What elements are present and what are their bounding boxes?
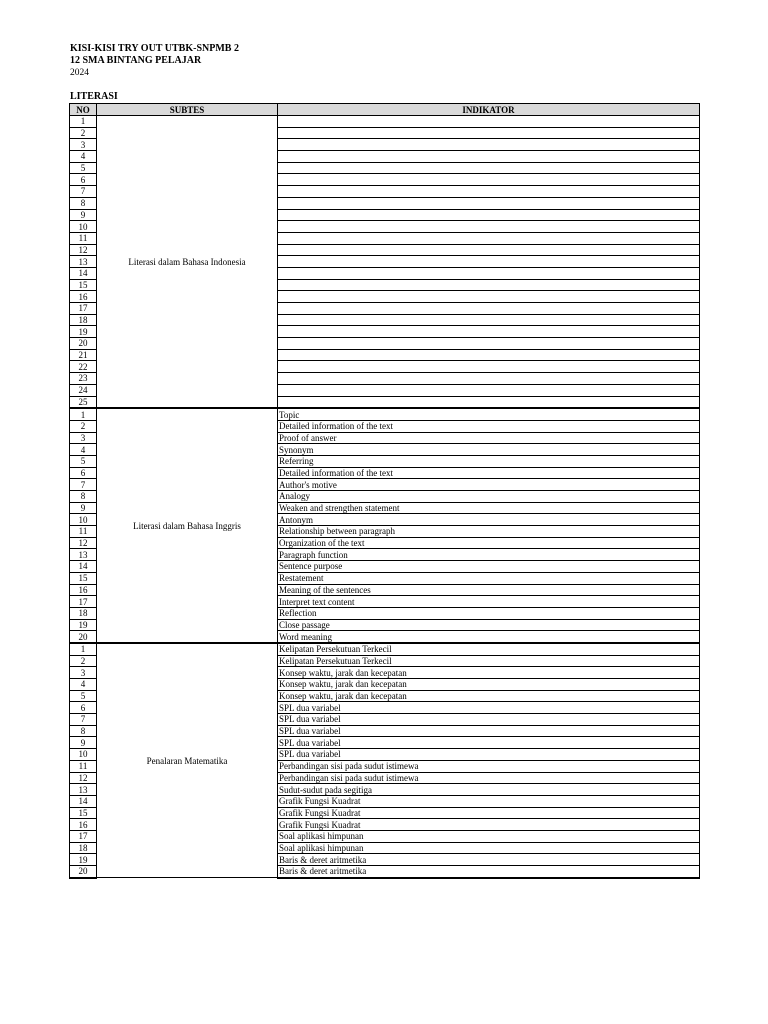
indikator-cell: SPL dua variabel: [278, 749, 700, 761]
row-number: 19: [70, 326, 97, 338]
row-number: 1: [70, 643, 97, 655]
indikator-cell: Author's motive: [278, 479, 700, 491]
indikator-cell: [278, 221, 700, 233]
row-number: 20: [70, 866, 97, 878]
indikator-cell: Close passage: [278, 619, 700, 631]
indikator-cell: Grafik Fungsi Kuadrat: [278, 819, 700, 831]
indikator-cell: [278, 162, 700, 174]
row-number: 9: [70, 737, 97, 749]
column-header-subtes: SUBTES: [97, 104, 278, 116]
indikator-cell: [278, 291, 700, 303]
indikator-cell: Topic: [278, 408, 700, 420]
indikator-cell: [278, 361, 700, 373]
indikator-cell: Baris & deret aritmetika: [278, 866, 700, 878]
indikator-cell: [278, 256, 700, 268]
indikator-cell: Perbandingan sisi pada sudut istimewa: [278, 772, 700, 784]
indikator-cell: Interpret text content: [278, 596, 700, 608]
row-number: 14: [70, 795, 97, 807]
row-number: 2: [70, 420, 97, 432]
row-number: 2: [70, 655, 97, 667]
row-number: 13: [70, 784, 97, 796]
row-number: 3: [70, 139, 97, 151]
indikator-cell: Baris & deret aritmetika: [278, 854, 700, 866]
kisi-kisi-table: [69, 103, 700, 879]
indikator-cell: Synonym: [278, 444, 700, 456]
row-number: 7: [70, 186, 97, 198]
indikator-cell: Organization of the text: [278, 537, 700, 549]
row-number: 11: [70, 526, 97, 538]
row-number: 10: [70, 221, 97, 233]
table-row: [70, 408, 700, 420]
row-number: 12: [70, 537, 97, 549]
row-number: 16: [70, 584, 97, 596]
row-number: 10: [70, 514, 97, 526]
row-number: 15: [70, 279, 97, 291]
row-number: 9: [70, 209, 97, 221]
row-number: 2: [70, 127, 97, 139]
row-number: 6: [70, 467, 97, 479]
row-number: 11: [70, 760, 97, 772]
row-number: 8: [70, 491, 97, 503]
indikator-cell: [278, 151, 700, 163]
indikator-cell: Antonym: [278, 514, 700, 526]
table-header: [70, 104, 700, 116]
indikator-cell: [278, 197, 700, 209]
row-number: 13: [70, 256, 97, 268]
row-number: 10: [70, 749, 97, 761]
row-number: 6: [70, 702, 97, 714]
row-number: 23: [70, 373, 97, 385]
row-number: 5: [70, 455, 97, 467]
row-number: 3: [70, 667, 97, 679]
indikator-cell: [278, 267, 700, 279]
row-number: 20: [70, 631, 97, 643]
indikator-cell: SPL dua variabel: [278, 702, 700, 714]
indikator-cell: Kelipatan Persekutuan Terkecil: [278, 643, 700, 655]
indikator-cell: SPL dua variabel: [278, 737, 700, 749]
row-number: 12: [70, 244, 97, 256]
indikator-cell: [278, 174, 700, 186]
indikator-cell: Proof of answer: [278, 432, 700, 444]
subtes-group: [70, 116, 700, 409]
row-number: 16: [70, 819, 97, 831]
indikator-cell: [278, 279, 700, 291]
table-header-row: [70, 104, 700, 116]
indikator-cell: [278, 186, 700, 198]
indikator-cell: Paragraph function: [278, 549, 700, 561]
document-subtitle: 12 SMA BINTANG PELAJAR: [70, 55, 202, 66]
row-number: 14: [70, 561, 97, 573]
row-number: 3: [70, 432, 97, 444]
row-number: 9: [70, 502, 97, 514]
indikator-cell: [278, 244, 700, 256]
row-number: 5: [70, 162, 97, 174]
row-number: 17: [70, 303, 97, 315]
indikator-cell: Weaken and strengthen statement: [278, 502, 700, 514]
row-number: 18: [70, 607, 97, 619]
indikator-cell: Relationship between paragraph: [278, 526, 700, 538]
indikator-cell: Kelipatan Persekutuan Terkecil: [278, 655, 700, 667]
indikator-cell: Restatement: [278, 572, 700, 584]
indikator-cell: [278, 232, 700, 244]
indikator-cell: [278, 373, 700, 385]
indikator-cell: Reflection: [278, 607, 700, 619]
row-number: 1: [70, 116, 97, 128]
column-header-no: NO: [70, 104, 97, 116]
indikator-cell: [278, 338, 700, 350]
row-number: 17: [70, 596, 97, 608]
row-number: 15: [70, 807, 97, 819]
row-number: 7: [70, 714, 97, 726]
indikator-cell: Grafik Fungsi Kuadrat: [278, 795, 700, 807]
row-number: 8: [70, 197, 97, 209]
indikator-cell: Soal aplikasi himpunan: [278, 830, 700, 842]
indikator-cell: [278, 209, 700, 221]
indikator-cell: Detailed information of the text: [278, 420, 700, 432]
row-number: 21: [70, 349, 97, 361]
subtes-cell: Literasi dalam Bahasa Inggris: [97, 408, 278, 643]
indikator-cell: Referring: [278, 455, 700, 467]
row-number: 15: [70, 572, 97, 584]
indikator-cell: [278, 396, 700, 408]
column-header-indikator: INDIKATOR: [278, 104, 700, 116]
row-number: 14: [70, 267, 97, 279]
document-year: 2024: [70, 68, 89, 78]
row-number: 22: [70, 361, 97, 373]
indikator-cell: Perbandingan sisi pada sudut istimewa: [278, 760, 700, 772]
indikator-cell: Konsep waktu, jarak dan kecepatan: [278, 679, 700, 691]
row-number: 19: [70, 854, 97, 866]
indikator-cell: [278, 384, 700, 396]
row-number: 1: [70, 408, 97, 420]
row-number: 25: [70, 396, 97, 408]
indikator-cell: [278, 127, 700, 139]
indikator-cell: [278, 314, 700, 326]
row-number: 6: [70, 174, 97, 186]
subtes-group: [70, 408, 700, 643]
row-number: 18: [70, 842, 97, 854]
row-number: 13: [70, 549, 97, 561]
row-number: 4: [70, 679, 97, 691]
indikator-cell: [278, 116, 700, 128]
indikator-cell: Soal aplikasi himpunan: [278, 842, 700, 854]
indikator-cell: Word meaning: [278, 631, 700, 643]
indikator-cell: Konsep waktu, jarak dan kecepatan: [278, 690, 700, 702]
indikator-cell: [278, 349, 700, 361]
row-number: 4: [70, 151, 97, 163]
indikator-cell: Konsep waktu, jarak dan kecepatan: [278, 667, 700, 679]
row-number: 8: [70, 725, 97, 737]
indikator-cell: SPL dua variabel: [278, 714, 700, 726]
indikator-cell: [278, 303, 700, 315]
row-number: 17: [70, 830, 97, 842]
table-row: [70, 116, 700, 128]
indikator-cell: Sentence purpose: [278, 561, 700, 573]
indikator-cell: [278, 139, 700, 151]
row-number: 12: [70, 772, 97, 784]
indikator-cell: [278, 326, 700, 338]
indikator-cell: Analogy: [278, 491, 700, 503]
section-title: LITERASI: [70, 91, 118, 102]
row-number: 7: [70, 479, 97, 491]
subtes-cell: Literasi dalam Bahasa Indonesia: [97, 116, 278, 409]
document-title: KISI-KISI TRY OUT UTBK-SNPMB 2: [70, 43, 239, 54]
row-number: 19: [70, 619, 97, 631]
row-number: 24: [70, 384, 97, 396]
indikator-cell: Meaning of the sentences: [278, 584, 700, 596]
subtes-cell: Penalaran Matematika: [97, 643, 278, 878]
row-number: 5: [70, 690, 97, 702]
subtes-group: [70, 643, 700, 878]
table-row: [70, 643, 700, 655]
indikator-cell: Grafik Fungsi Kuadrat: [278, 807, 700, 819]
row-number: 20: [70, 338, 97, 350]
row-number: 11: [70, 232, 97, 244]
indikator-cell: SPL dua variabel: [278, 725, 700, 737]
row-number: 4: [70, 444, 97, 456]
row-number: 16: [70, 291, 97, 303]
indikator-cell: Detailed information of the text: [278, 467, 700, 479]
row-number: 18: [70, 314, 97, 326]
indikator-cell: Sudut-sudut pada segitiga: [278, 784, 700, 796]
